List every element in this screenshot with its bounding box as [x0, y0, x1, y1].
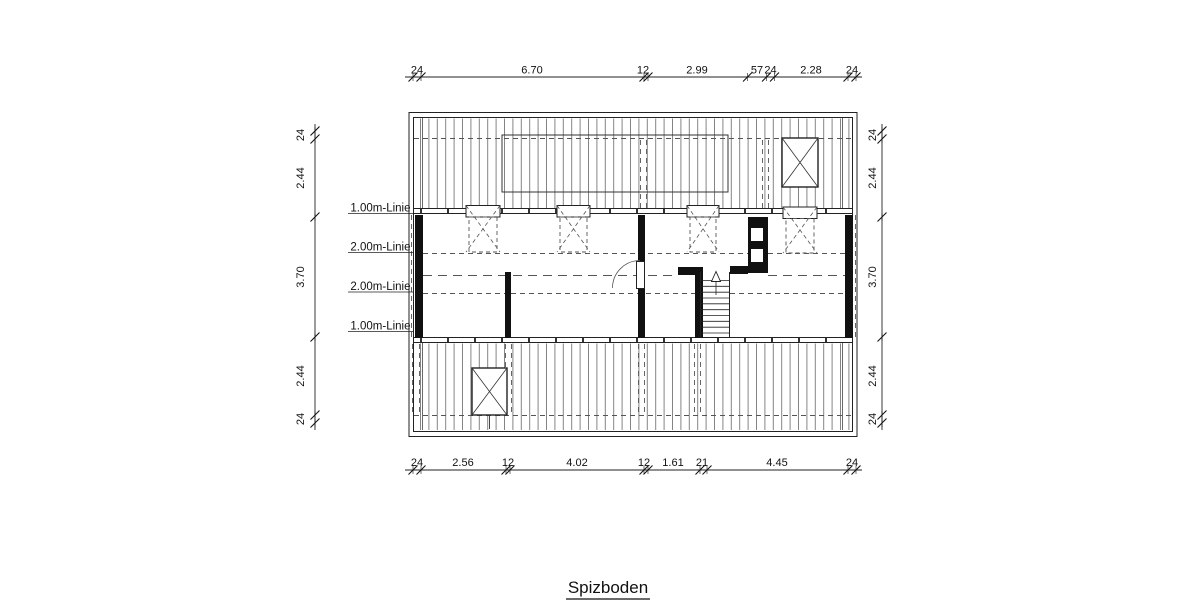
dim-right-4: 2.44: [867, 365, 879, 387]
dim-right-2: 2.44: [867, 167, 879, 189]
label-1m-upper: 1.00m-Linie: [350, 202, 411, 215]
dim-top-5: 57: [750, 64, 764, 77]
dim-left-4: 2.44: [295, 365, 307, 387]
dimension-chain-top: [405, 65, 862, 82]
dim-top-8: 24: [845, 64, 859, 77]
dim-right-5: 24: [867, 412, 879, 426]
roof-window-3: [687, 206, 719, 253]
wall-stair-chimney: [730, 266, 748, 274]
dim-top-3: 12: [636, 64, 650, 77]
door-leaf: [637, 262, 645, 289]
dim-top-7: 2.28: [800, 64, 822, 77]
wall-left: [415, 215, 423, 338]
wall-partition-stub: [505, 272, 511, 338]
stair-direction-arrow: [712, 272, 721, 282]
dim-right-3: 3.70: [867, 266, 879, 288]
label-2m-lower: 2.00m-Linie: [350, 281, 411, 293]
roof-window-1: [466, 206, 500, 253]
drawing-title: [566, 578, 650, 599]
dim-bottom-3: 12: [501, 457, 515, 469]
dim-top-1: 24: [410, 64, 424, 77]
stair-treads: [701, 281, 730, 334]
dim-bottom-4: 4.02: [566, 457, 588, 469]
dim-bottom-9: 24: [845, 457, 859, 469]
door-swing-arc: [613, 261, 641, 289]
wall-door-lower: [638, 288, 645, 338]
dimension-chain-bottom: [405, 457, 862, 475]
chimney-flue-opening: [782, 138, 818, 187]
dim-left-5: 24: [295, 412, 307, 426]
label-2m-upper: 2.00m-Linie: [350, 241, 411, 254]
dim-bottom-7: 21: [695, 457, 709, 469]
dim-bottom-1: 24: [410, 457, 424, 469]
walls: [415, 215, 853, 338]
dimension-chain-left: [295, 124, 320, 430]
chimney: [748, 217, 768, 273]
dim-bottom-2: 2.56: [452, 457, 474, 469]
dim-top-2: 6.70: [521, 64, 543, 77]
dimension-chain-right: [867, 124, 887, 430]
page-title: Spizboden: [567, 578, 649, 597]
roof-window-2: [557, 206, 590, 253]
dim-top-4: 2.99: [686, 64, 708, 77]
stairs: [701, 272, 730, 339]
height-dash-lines: [423, 254, 845, 294]
dim-left-1: 24: [295, 128, 307, 142]
dim-bottom-6: 1.61: [662, 457, 684, 469]
dim-bottom-5: 12: [637, 457, 651, 469]
height-line-labels: [348, 203, 413, 333]
dim-left-3: 3.70: [295, 266, 307, 288]
label-1m-lower: 1.00m-Linie: [350, 320, 411, 333]
dim-left-2: 2.44: [295, 167, 307, 189]
roof-window-4: [783, 207, 817, 253]
wall-door-upper: [638, 215, 645, 262]
dim-top-6: 24: [764, 64, 777, 77]
dim-bottom-8: 4.45: [766, 457, 788, 469]
dim-right-1: 24: [867, 128, 879, 142]
door: [613, 261, 645, 289]
wall-right: [845, 215, 853, 338]
